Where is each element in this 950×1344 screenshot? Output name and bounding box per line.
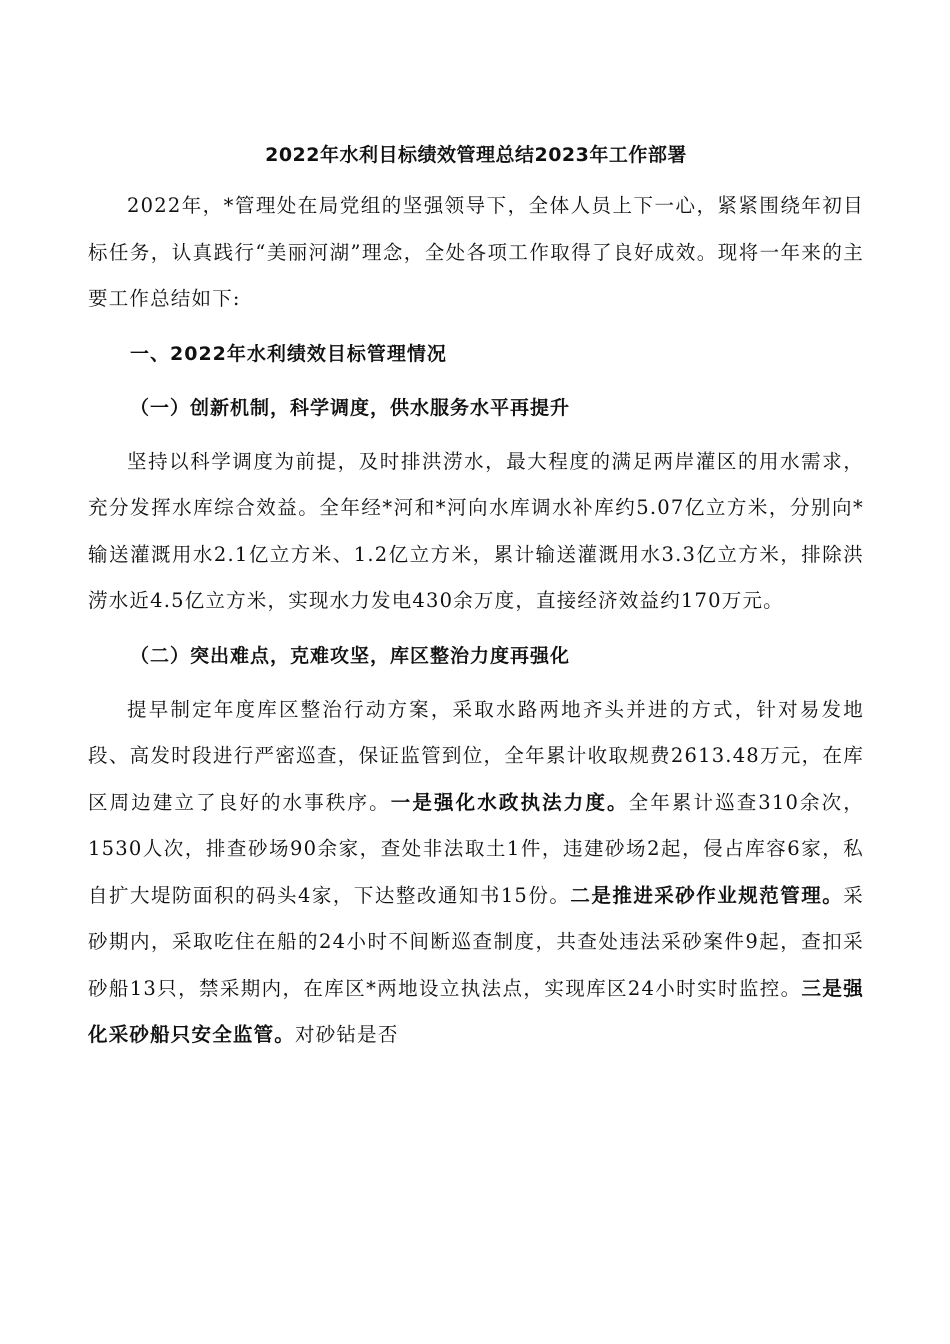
document-page [88, 135, 864, 1067]
paragraph-text: 对砂钻是否 [295, 1023, 399, 1046]
subsection-heading-1: （一）创新机制，科学调度，供水服务水平再提升 [130, 396, 571, 419]
section-heading-1: 一、2022年水利绩效目标管理情况 [130, 342, 447, 365]
subsection-2-paragraph [88, 687, 864, 1059]
paragraph-text: 提早制定年度库区整治行动方案，采取水路两地齐头并进的方式，针对易发地段、高发时段进行严密巡查，保证监管到位，全年累计收取规费2613.48万元，在库区周边建立了良好的水事秩序。 [88, 697, 864, 814]
document-title: 2022年水利目标绩效管理总结2023年工作部署 [265, 144, 687, 166]
paragraph-text: 采砂期内，采取吃住在船的24小时不间断巡查制度，共查处违法采砂案件9起，查扣采砂船13只，禁采期内，在库区*两地设立执法点，实现库区24小时实时监控。 [88, 883, 864, 1000]
paragraph-text: 全年累计巡查310余次，1530人次，排查砂场90余家，查处非法取土1件，违建砂场2起，侵占库容6家，私自扩大堤防面积的码头4家，下达整改通知书15份。 [88, 790, 864, 907]
bold-point-1: 一是强化水政执法力度。 [390, 790, 629, 814]
bold-point-2: 二是推进采砂作业规范管理。 [570, 883, 844, 907]
subsection-1-paragraph: 坚持以科学调度为前提，及时排洪涝水，最大程度的满足两岸灌区的用水需求，充分发挥水库综合效益。全年经*河和*河向水库调水补库约5.07亿立方米，分别向*输送灌溉用水2.1亿立方米、1.2亿立方米，累计输送灌溉用水3.3亿立方米，排除洪涝水近4.5亿立方米，实现水力发电430余万度，直接经济效益约170万元。 [88, 449, 864, 612]
subsection-heading-2: （二）突出难点，克难攻坚，库区整治力度再强化 [130, 644, 571, 667]
bold-point-3: 三是强化采砂船只安全监管。 [88, 976, 864, 1046]
intro-paragraph: 2022年，*管理处在局党组的坚强领导下，全体人员上下一心，紧紧围绕年初目标任务，认真践行“美丽河湖”理念，全处各项工作取得了良好成效。现将一年来的主要工作总结如下: [88, 194, 864, 310]
